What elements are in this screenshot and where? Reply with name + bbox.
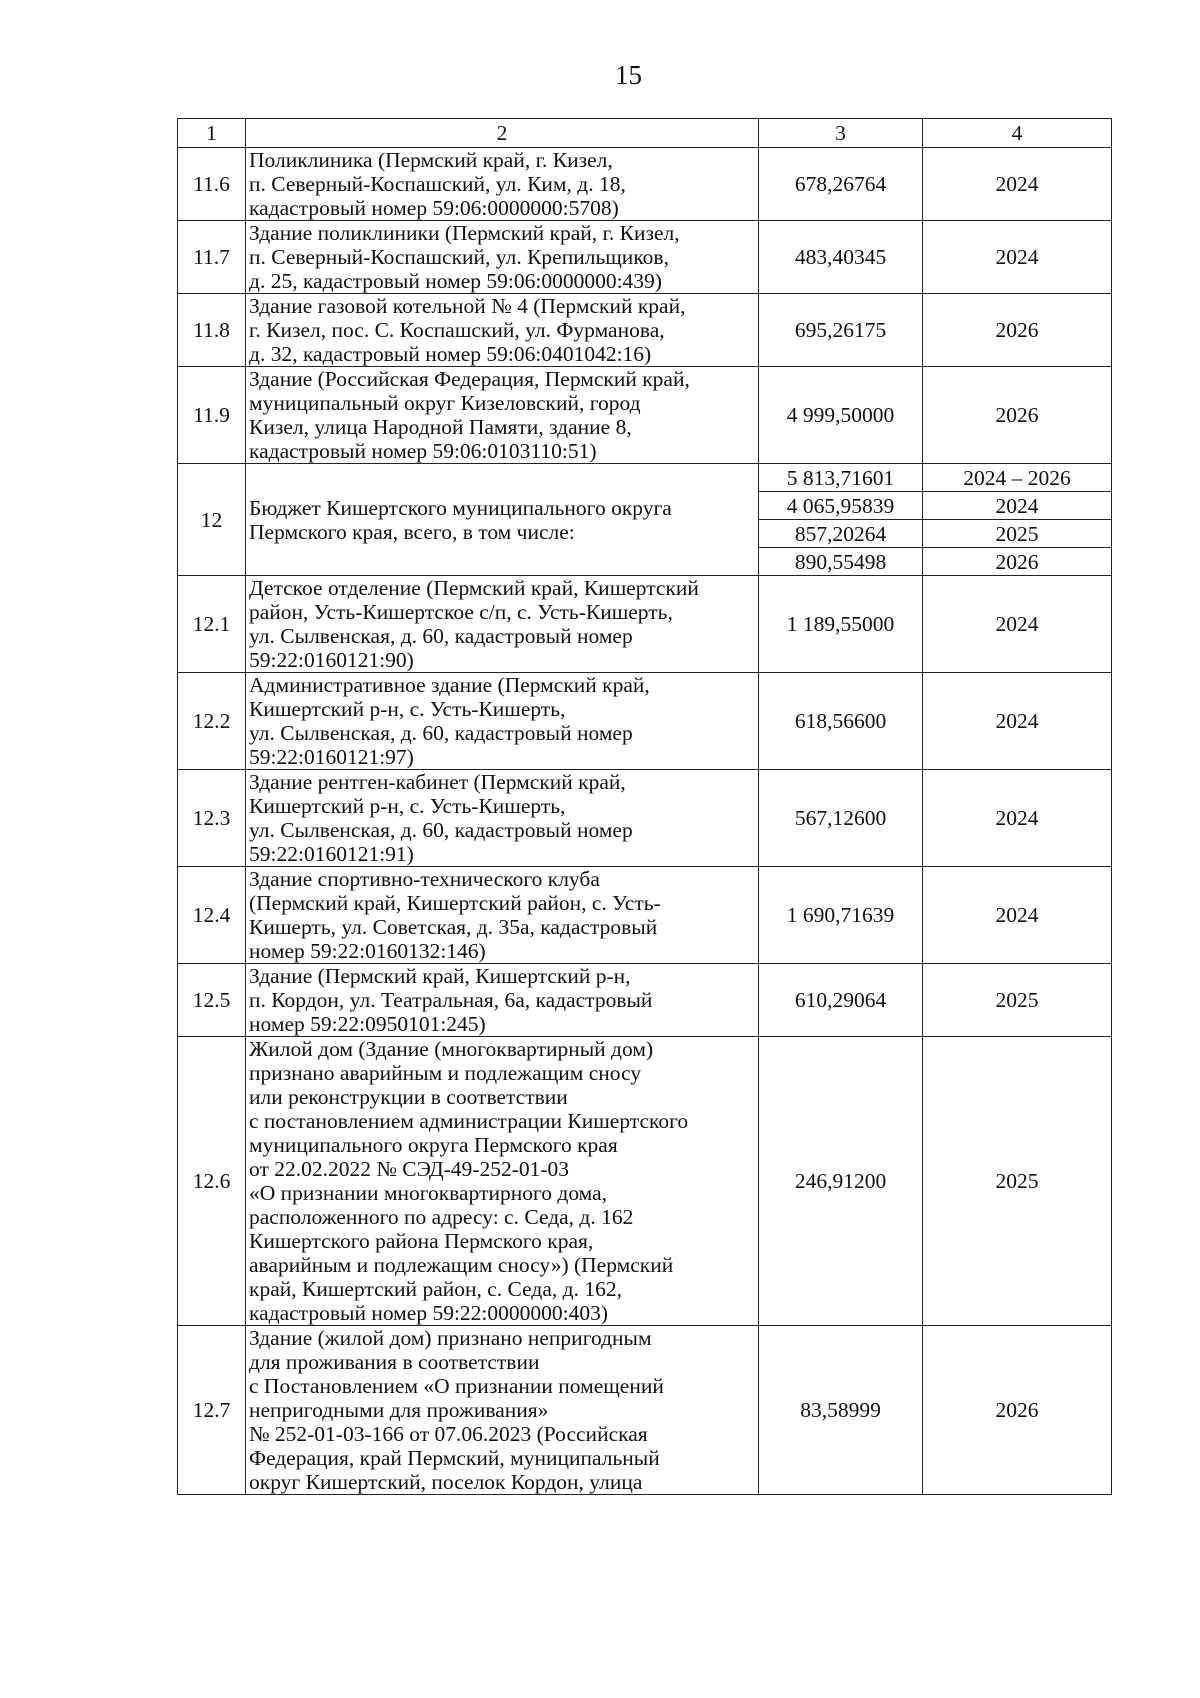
row-description: Здание рентген-кабинет (Пермский край, Кишертский р-н, с. Усть-Кишерть, ул. Сылвенская, д. 60, кадастровый номер 59:22:0160121:91) (246, 770, 759, 867)
row-number: 11.6 (178, 148, 246, 221)
header-col-3: 3 (759, 119, 923, 148)
budget-year-total: 2024 – 2026 (923, 464, 1112, 492)
budget-year-2024: 2024 (923, 492, 1112, 520)
row-description: Поликлиника (Пермский край, г. Кизел, п. Северный-Коспашский, ул. Ким, д. 18, кадастровый номер 59:06:0000000:5708) (246, 148, 759, 221)
row-year: 2024 (923, 867, 1112, 964)
table-row (178, 1326, 1112, 1495)
table-row (178, 673, 1112, 770)
budget-value-2026: 890,55498 (759, 548, 923, 576)
row-year: 2025 (923, 1037, 1112, 1326)
row-number: 12.3 (178, 770, 246, 867)
row-description: Здание (Пермский край, Кишертский р-н, п. Кордон, ул. Театральная, 6а, кадастровый номер 59:22:0950101:245) (246, 964, 759, 1037)
row-description: Административное здание (Пермский край, Кишертский р-н, с. Усть-Кишерть, ул. Сылвенская, д. 60, кадастровый номер 59:22:0160121:97) (246, 673, 759, 770)
row-value: 678,26764 (759, 148, 923, 221)
header-row (178, 119, 1112, 148)
budget-value-2025: 857,20264 (759, 520, 923, 548)
header-col-1: 1 (178, 119, 246, 148)
table-row (178, 867, 1112, 964)
row-description: Жилой дом (Здание (многоквартирный дом) признано аварийным и подлежащим сносу или реконструкции в соответствии с постановлением администрации Кишертского муниципального округа Пермского края от 22.02.2022 № СЭД-49-252-01-03 «О признании многоквартирного дома, расположенного по адресу: с. Седа, д. 162 Кишертского района Пермского края, аварийным и подлежащим сносу») (Пермский край, Кишертский район, с. Седа, д. 162, кадастровый номер 59:22:0000000:403) (246, 1037, 759, 1326)
row-value: 695,26175 (759, 294, 923, 367)
row-number: 12.6 (178, 1037, 246, 1326)
row-value: 1 189,55000 (759, 576, 923, 673)
budget-year-2026: 2026 (923, 548, 1112, 576)
budget-year-2025: 2025 (923, 520, 1112, 548)
table-row (178, 964, 1112, 1037)
row-value: 610,29064 (759, 964, 923, 1037)
row-year: 2024 (923, 576, 1112, 673)
table-row (178, 1037, 1112, 1326)
row-value: 483,40345 (759, 221, 923, 294)
table-row (178, 770, 1112, 867)
row-description: Здание (жилой дом) признано непригодным для проживания в соответствии с Постановлением «О признании помещений непригодными для проживания» № 252-01-03-166 от 07.06.2023 (Российская Федерация, край Пермский, муниципальный округ Кишертский, поселок Кордон, улица (246, 1326, 759, 1495)
row-year: 2024 (923, 673, 1112, 770)
row-year: 2026 (923, 367, 1112, 464)
row-year: 2024 (923, 770, 1112, 867)
row-year: 2024 (923, 148, 1112, 221)
table-row (178, 367, 1112, 464)
row-value: 246,91200 (759, 1037, 923, 1326)
row-year: 2024 (923, 221, 1112, 294)
row-number: 12.2 (178, 673, 246, 770)
row-description: Здание (Российская Федерация, Пермский край, муниципальный округ Кизеловский, город Кизел, улица Народной Памяти, здание 8, кадастровый номер 59:06:0103110:51) (246, 367, 759, 464)
row-year: 2026 (923, 1326, 1112, 1495)
table-row (178, 148, 1112, 221)
row-number: 11.9 (178, 367, 246, 464)
row-value: 4 999,50000 (759, 367, 923, 464)
budget-value-2024: 4 065,95839 (759, 492, 923, 520)
page-number: 15 (615, 60, 642, 90)
table-row (178, 221, 1112, 294)
budget-row (178, 464, 1112, 492)
row-number: 11.7 (178, 221, 246, 294)
row-number: 12.1 (178, 576, 246, 673)
row-value: 83,58999 (759, 1326, 923, 1495)
header-col-4: 4 (923, 119, 1112, 148)
row-description: Здание поликлиники (Пермский край, г. Кизел, п. Северный-Коспашский, ул. Крепильщиков, д. 25, кадастровый номер 59:06:0000000:439) (246, 221, 759, 294)
budget-number: 12 (178, 464, 246, 576)
budget-description-text: Бюджет Кишертского муниципального округа Пермского края, всего, в том числе: (249, 495, 672, 544)
table-row (178, 294, 1112, 367)
row-number: 12.5 (178, 964, 246, 1037)
budget-description (246, 464, 759, 576)
row-description: Детское отделение (Пермский край, Кишертский район, Усть-Кишертское с/п, с. Усть-Кишерть, ул. Сылвенская, д. 60, кадастровый номер 59:22:0160121:90) (246, 576, 759, 673)
row-value: 1 690,71639 (759, 867, 923, 964)
budget-value-total: 5 813,71601 (759, 464, 923, 492)
row-number: 12.4 (178, 867, 246, 964)
row-value: 567,12600 (759, 770, 923, 867)
row-number: 12.7 (178, 1326, 246, 1495)
data-table (177, 118, 1112, 1495)
row-year: 2025 (923, 964, 1112, 1037)
row-year: 2026 (923, 294, 1112, 367)
row-number: 11.8 (178, 294, 246, 367)
row-description: Здание спортивно-технического клуба (Пермский край, Кишертский район, с. Усть- Кишерть, ул. Советская, д. 35а, кадастровый номер 59:22:0160132:146) (246, 867, 759, 964)
table-row (178, 576, 1112, 673)
header-col-2: 2 (246, 119, 759, 148)
row-value: 618,56600 (759, 673, 923, 770)
row-description: Здание газовой котельной № 4 (Пермский край, г. Кизел, пос. С. Коспашский, ул. Фурманова, д. 32, кадастровый номер 59:06:0401042:16) (246, 294, 759, 367)
